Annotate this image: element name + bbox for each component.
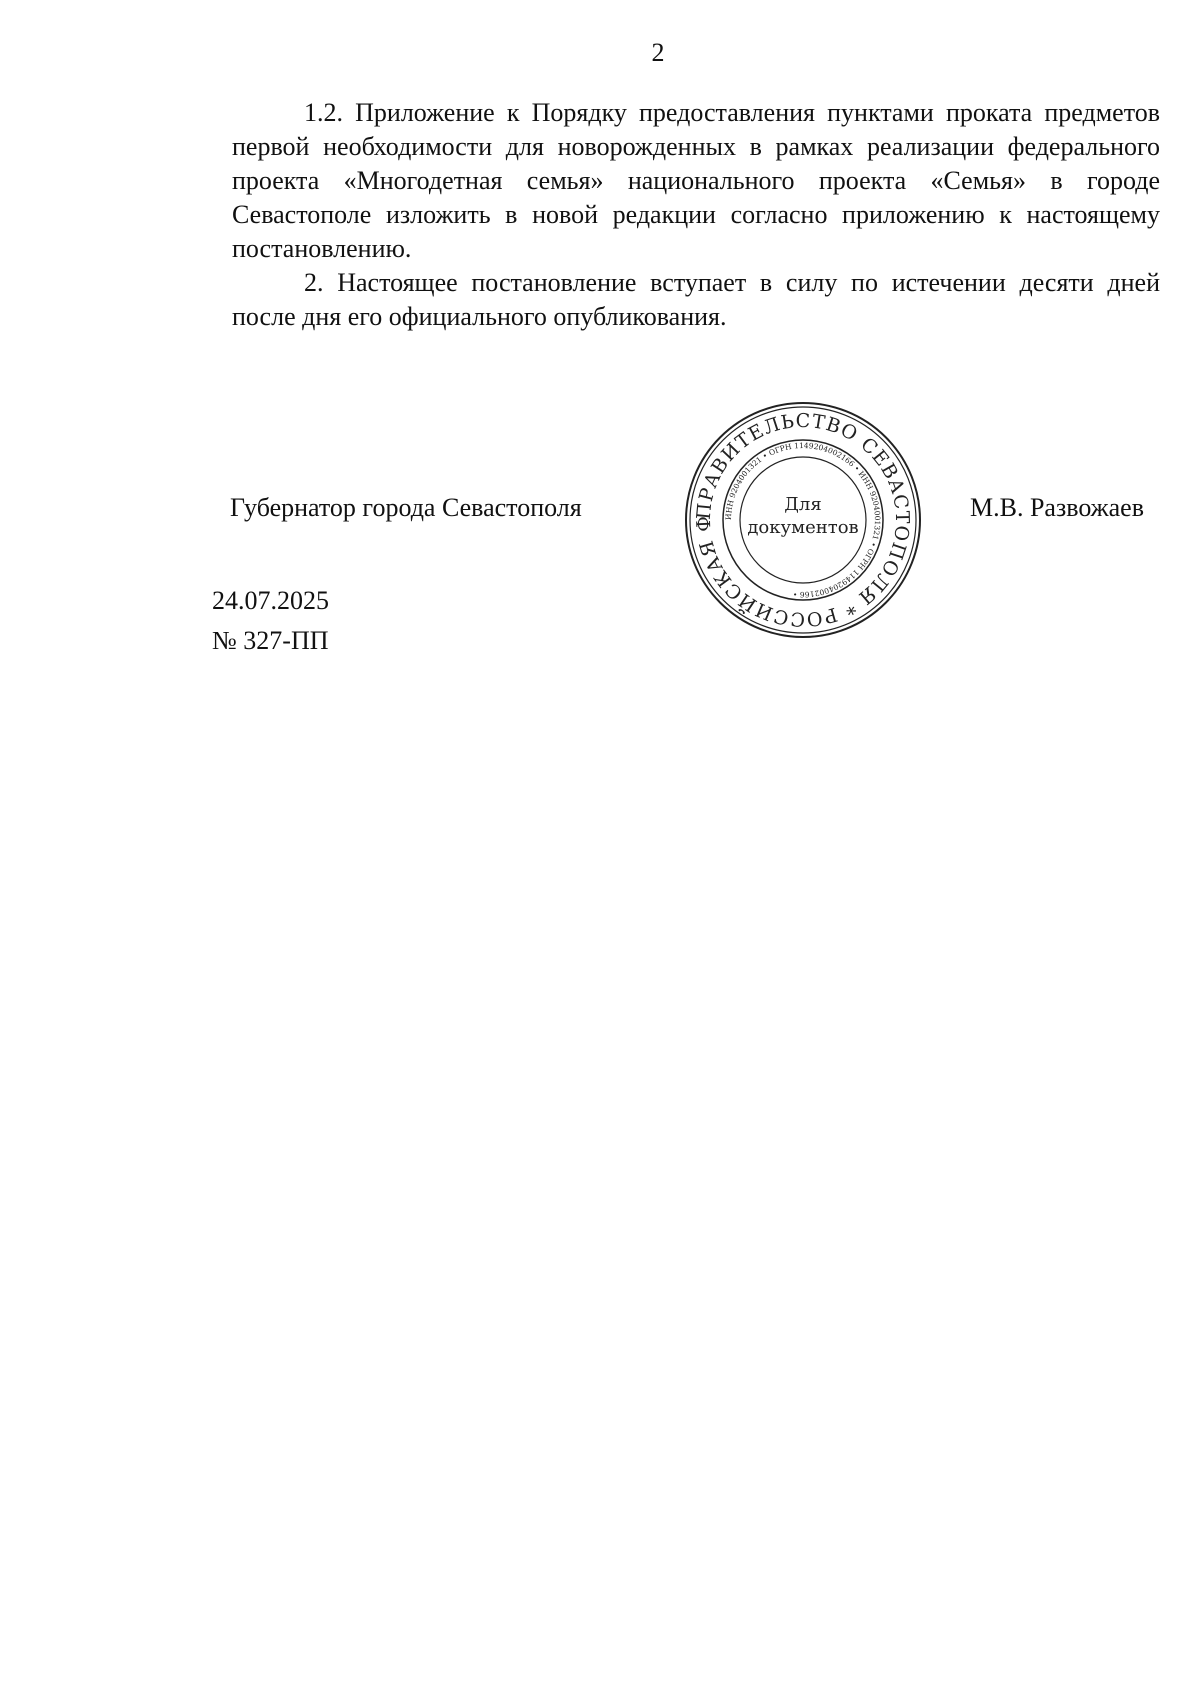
seal-center-line1: Для [784,494,822,515]
document-body [232,96,1160,334]
seal-graphic [683,400,923,640]
document-number: № 327-ПП [212,626,329,655]
official-seal-stamp [683,400,923,640]
document-date: 24.07.2025 [212,586,329,615]
signer-name: М.В. Развожаев [970,493,1145,522]
signer-title: Губернатор города Севастополя [230,493,582,522]
paragraph-2: 2. Настоящее постановление вступает в силу по истечении десяти дней после дня его официального опубликования. [232,268,1160,331]
seal-inner-text: ИНН 9204001321 • ОГРН 1149204002166 • ИНН 9204001321 • ОГРН 1149204002166 • [723,440,883,600]
signature-block [0,400,1200,640]
paragraph-1-2: 1.2. Приложение к Порядку предоставления пунктами проката предметов первой необходимости для новорожденных в рамках реализации федерального проекта «Многодетная семья» национального проекта «Семья» в городе Севастополе изложить в новой редакции согласно приложению к настоящему постановлению. [232,98,1160,263]
seal-outer-text: ПРАВИТЕЛЬСТВО СЕВАСТОПОЛЯ * РОССИЙСКАЯ Ф [692,409,914,631]
seal-center-line2: документов [747,517,859,538]
page-number: 2 [651,38,665,67]
